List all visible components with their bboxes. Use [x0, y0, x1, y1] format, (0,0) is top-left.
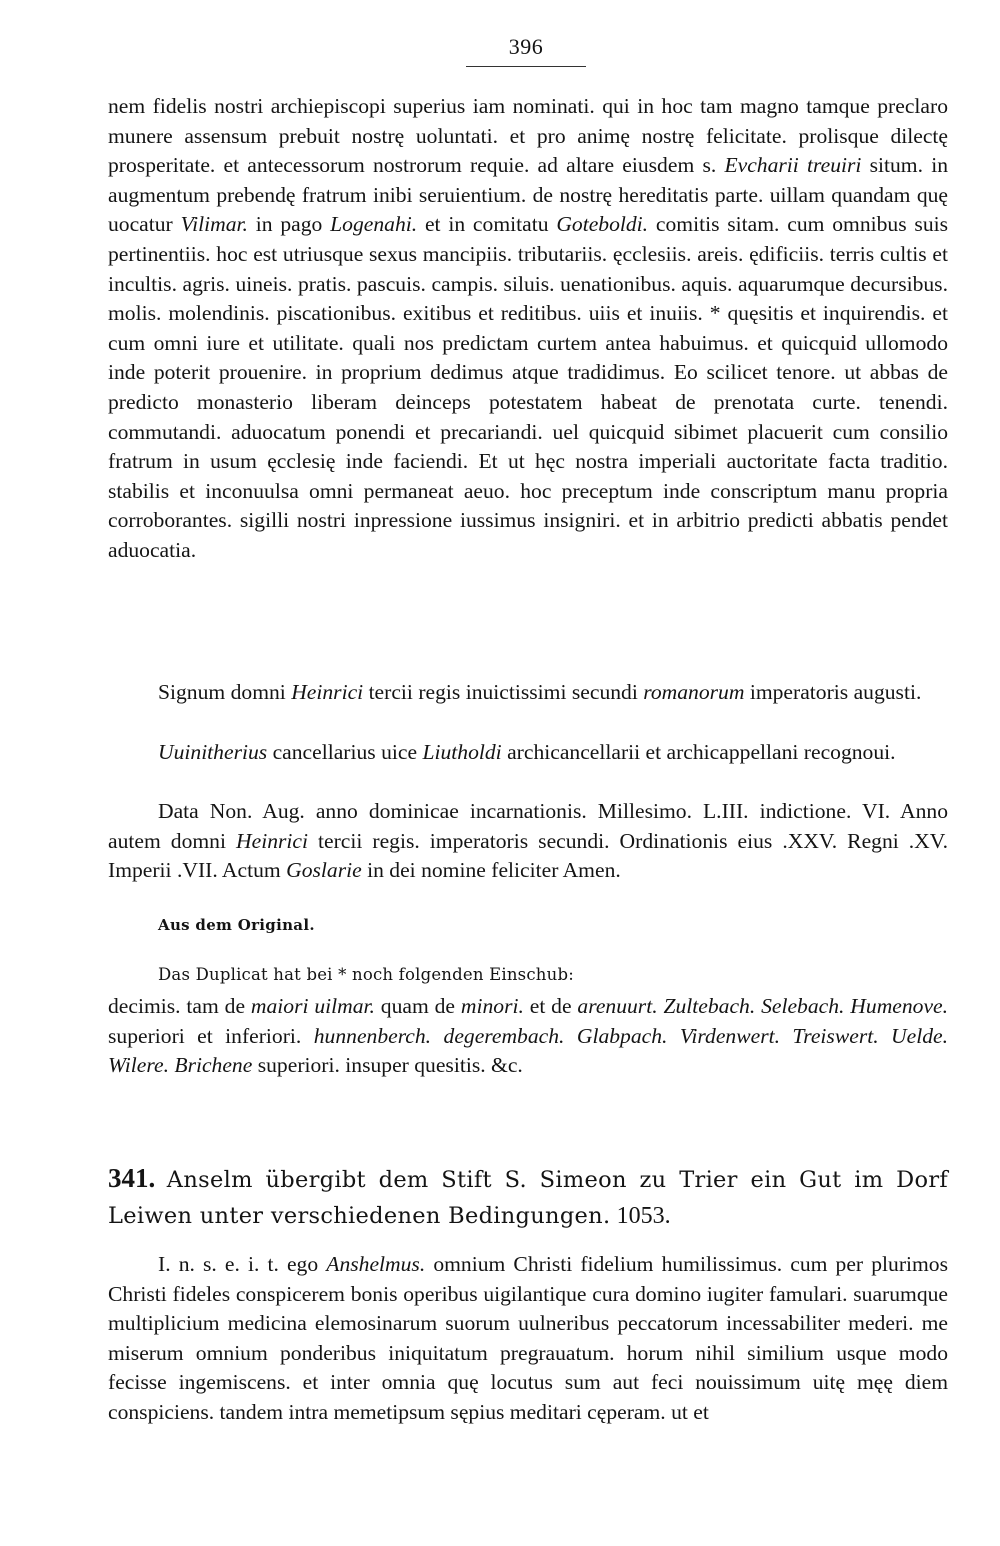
dating-name: Heinrici	[236, 828, 308, 853]
insertion-maiori: maiori uilmar.	[250, 994, 375, 1018]
document-year: 1053.	[616, 1203, 671, 1229]
duplicate-note: Das Duplicat hat bei * noch folgenden Einschub:	[158, 965, 574, 984]
insertion-block	[108, 992, 948, 1081]
recognition-text-2: archicancellarii et archicappellani recognoui.	[507, 740, 896, 764]
document-heading	[108, 1160, 948, 1234]
insertion-text-5: superiori. insuper quesitis. &c.	[257, 1053, 523, 1078]
chancellor-name: Uuinitherius	[158, 740, 268, 764]
insertion-virdenwert: Virdenwert.	[679, 1023, 780, 1048]
charter-text-4: et in comitatu	[424, 212, 549, 237]
place-logenahi: Logenahi.	[330, 212, 418, 237]
insertion-selebach: Selebach.	[761, 994, 845, 1018]
signum-text-3: imperatoris augusti.	[749, 680, 922, 704]
recognition-text-1: cancellarius uice	[272, 740, 418, 764]
signum-text-1: Signum domni	[158, 680, 286, 704]
signum-romanorum: romanorum	[643, 680, 745, 704]
insertion-arenuurt: arenuurt.	[577, 994, 658, 1018]
charter-body	[108, 92, 948, 566]
next-text-1: I. n. s. e. i. t. ego	[158, 1252, 319, 1276]
archchancellor-name: Liutholdi	[422, 740, 502, 764]
insertion-treiswert: Treiswert.	[792, 1023, 879, 1048]
charter-text-3: in pago	[255, 212, 323, 237]
insertion-text	[108, 992, 948, 1081]
insertion-text-3: et de	[529, 994, 572, 1018]
insertion-humenove: Humenove.	[850, 994, 949, 1018]
signum-line	[108, 678, 948, 708]
next-charter-body	[108, 1250, 948, 1428]
insertion-wilere: Wilere.	[108, 1053, 169, 1078]
signum-name: Heinrici	[291, 680, 364, 704]
insertion-minori: minori.	[460, 994, 524, 1018]
recognition-block	[108, 738, 948, 768]
place-vilimar: Vilimar.	[180, 212, 248, 237]
signum-block	[108, 678, 948, 708]
insertion-brichene: Brichene	[174, 1053, 253, 1078]
insertion-hunnenberch: hunnenberch.	[313, 1023, 432, 1048]
document-title: Anselm übergibt dem Stift S. Simeon zu Trier ein Gut im Dorf Leiwen unter verschiedenen Bedingungen.	[108, 1167, 948, 1229]
insertion-uelde: Uelde.	[891, 1023, 949, 1048]
charter-text-5: comitis sitam. cum omnibus suis pertinentiis. hoc est utriusque sexus mancipiis. tributariis. ęcclesiis. areis. ędificiis. terris cultis et incultis. agris. uineis. pratis. pascuis. campis. siluis. uenationibus. aquis. aquarumque decursibus. molis. molendinis. piscationibus. exitibus et reditibus. uiis et inuiis. * quęsitis et inquirendis. et cum omni iure et utilitate. quali nos predictam curtem antea habuimus. et quicquid ullomodo inde poterit prouenire. in proprium dedimus atque tradidimus. Eo scilicet tenore. ut abbas de predicto monasterio liberam deinceps potestatem habeat de prenotata curte. tenendi. commutandi. aduocatum ponendi et precariandi. uel quicquid sibimet placuerit cum consilio fratrum in usum ęcclesię inde faciendi. Et ut hęc nostra imperiali auctoritate facta traditio. stabilis et inconuulsa omni permaneat aeuo. hoc preceptum inde conscriptum manu propria corroborantes. sigilli nostri inpressione iussimus insigniri. et in arbitrio predicti abbatis pendet aduocatia.	[108, 212, 949, 562]
insertion-text-4: superiori et inferiori.	[108, 1023, 302, 1048]
dating-text-1: Data Non. Aug. anno dominicae incarnationis. Millesimo. L.III. indictione. VI. Anno autem domni	[108, 799, 948, 853]
charter-text-1: nem fidelis nostri archiepiscopi superius iam nominati. qui in hoc tam magno tamque preclaro munere assensum prebuit nostrę uoluntati. et pro animę nostrę felicitate. prolisque dilectę prosperitate. et antecessorum nostrorum requie. ad altare eiusdem s.	[108, 94, 948, 178]
dating-clause	[108, 797, 948, 886]
insertion-text-1: decimis. tam de	[108, 994, 246, 1018]
document-number: 341.	[108, 1163, 156, 1193]
insertion-zultebach: Zultebach.	[663, 994, 756, 1018]
insertion-text-2: quam de	[380, 994, 456, 1018]
next-text-2: omnium Christi fidelium humilissimus. cum per plurimos Christi fideles conspicerem bonis operibus uigilantique cura domino iugiter famulari. suarumque multiplicium medicina elemosinarum suorum uulneribus peccatorum incessabiliter mederi. me miserum omnium ponderibus iniquitatum pregrauatum. horum nihil similium usque modo fecisse ingemiscens. et inter omnia quę locutus sum aut feci nouissimum uitę męę diem conspiciens. tandem intra memetipsum sępius meditari cęperam. ut et	[108, 1252, 949, 1424]
source-note: Aus dem Original.	[158, 916, 315, 934]
dating-block	[108, 797, 948, 886]
place-goslarie: Goslarie	[286, 858, 362, 883]
signum-text-2: tercii regis inuictissimi secundi	[368, 680, 638, 704]
place-evcharii: Evcharii treuiri	[724, 153, 862, 178]
page-number: 396	[508, 34, 544, 59]
recognition-line	[108, 738, 948, 768]
person-anshelmus: Anshelmus.	[326, 1252, 426, 1276]
charter-text-2: situm. in augmentum prebendę fratrum inibi seruientium. de nostrę hereditatis parte. uillam quandam quę uocatur	[108, 153, 949, 237]
dating-text-3: in dei nomine feliciter Amen.	[367, 858, 621, 883]
page-number-rule	[466, 66, 586, 67]
insertion-glabpach: Glabpach.	[576, 1023, 668, 1048]
dating-text-2: tercii regis. imperatoris secundi. Ordinationis eius .XXV. Regni .XV. Imperii .VII. Actum	[108, 828, 948, 883]
person-goteboldi: Goteboldi.	[556, 212, 649, 237]
next-charter-paragraph	[108, 1250, 948, 1428]
charter-paragraph	[108, 92, 948, 566]
insertion-degerembach: degerembach.	[443, 1023, 565, 1048]
